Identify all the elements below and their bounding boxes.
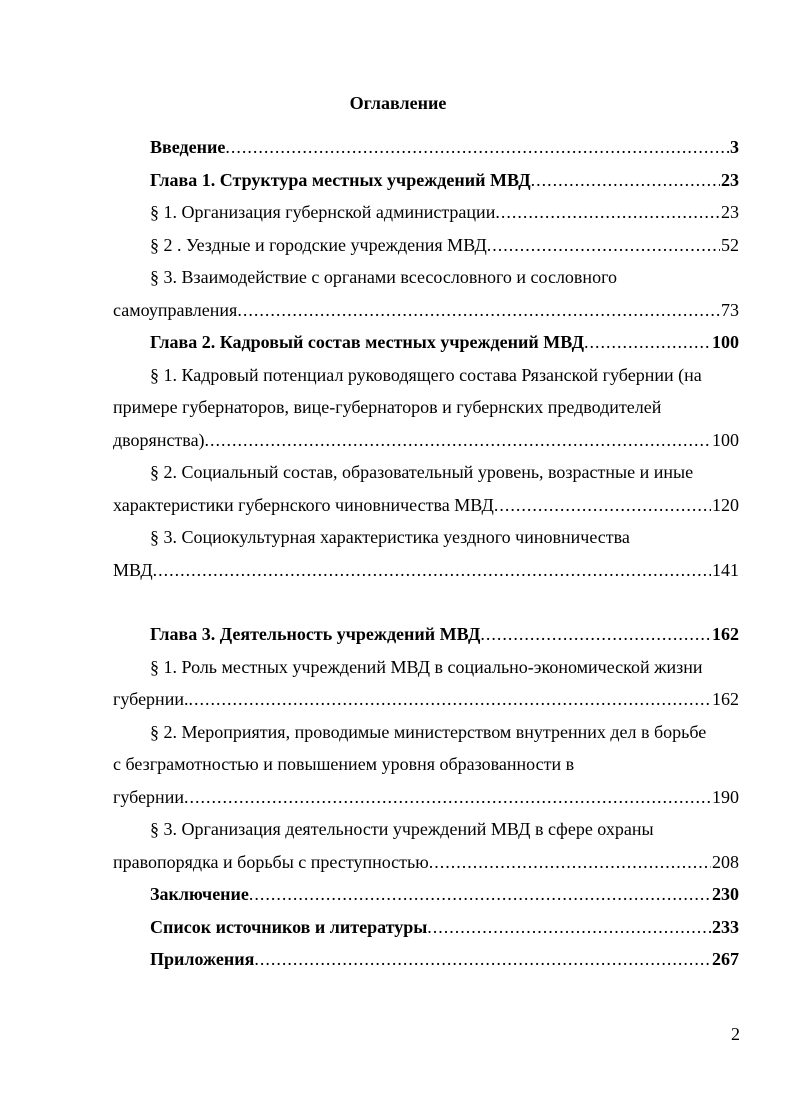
toc-page-number: 3 xyxy=(730,137,739,157)
toc-entry-label: Список источников и литературы xyxy=(150,916,428,937)
toc-page-number: 267 xyxy=(712,949,739,969)
dot-leader xyxy=(494,489,711,522)
dot-leader xyxy=(237,294,720,327)
page-title: Оглавление xyxy=(349,93,447,113)
toc-entry-ch2-section-3[interactable] xyxy=(113,521,739,586)
dot-leader xyxy=(427,911,711,944)
toc-page-number: 23 xyxy=(721,169,739,190)
dot-leader xyxy=(531,164,720,197)
toc-entry-conclusion[interactable] xyxy=(113,878,739,911)
toc-entry-label: Введение xyxy=(150,137,226,157)
toc-entry-label: § 1. Роль местных учреждений МВД в социально-экономической жизни xyxy=(150,656,703,677)
toc-entry-label: Приложения xyxy=(150,949,255,969)
dot-leader xyxy=(429,846,711,879)
toc-page-number: 141 xyxy=(712,559,739,580)
dot-leader xyxy=(249,878,711,911)
toc-entry-label-continued: самоуправления xyxy=(113,299,238,320)
toc-page-number: 162 xyxy=(712,689,739,709)
spacer xyxy=(113,586,739,618)
toc-entry-label: § 3. Взаимодействие с органами всесословного и сословного xyxy=(150,267,617,287)
toc-entry-label: § 1. Кадровый потенциал руководящего состава Рязанской губернии (на xyxy=(150,364,702,385)
toc-entry-label: § 2. Социальный состав, образовательный уровень, возрастные и иные xyxy=(150,462,694,482)
toc-entry-chapter-2[interactable] xyxy=(113,326,739,359)
toc-entry-label: § 3. Организация деятельности учреждений МВД в сфере охраны xyxy=(150,819,654,839)
toc-entry-chapter-3[interactable] xyxy=(113,618,739,651)
toc-entry-label: Глава 2. Кадровый состав местных учреждений МВД xyxy=(150,332,584,352)
toc-entry-ch2-section-2[interactable] xyxy=(113,456,739,521)
toc-entry-ch1-section-1[interactable] xyxy=(113,196,739,229)
dot-leader xyxy=(188,683,711,716)
toc-entry-appendices[interactable] xyxy=(113,943,739,976)
dot-leader xyxy=(254,943,711,976)
toc-page-number: 100 xyxy=(712,332,739,352)
toc-entry-chapter-1[interactable] xyxy=(113,164,739,197)
dot-leader xyxy=(184,781,711,814)
dot-leader xyxy=(584,326,711,359)
toc-entry-ch3-section-2[interactable] xyxy=(113,716,739,814)
toc-entry-ch1-section-2[interactable] xyxy=(113,229,739,262)
toc-entry-label-continued: с безграмотностью и повышением уровня образованности в xyxy=(113,754,575,774)
toc-page-number: 233 xyxy=(712,916,739,937)
toc-entry-label: Глава 1. Структура местных учреждений МВД xyxy=(150,169,531,190)
toc-page-number: 230 xyxy=(712,884,739,904)
dot-leader xyxy=(225,131,729,164)
toc-entry-label-continued: дворянства) xyxy=(113,429,205,450)
toc-entry-label-continued: правопорядка и борьбы с преступностью xyxy=(113,851,429,872)
toc-entry-label-continued: губернии. xyxy=(113,689,189,709)
toc-entry-label: § 2. Мероприятия, проводимые министерством внутренних дел в борьбе xyxy=(150,721,707,742)
toc-entry-label: Заключение xyxy=(150,884,249,904)
toc-entry-label: § 3. Социокультурная характеристика уездного чиновничества xyxy=(150,527,630,547)
toc-entry-introduction[interactable] xyxy=(113,131,739,164)
toc-entry-ch3-section-3[interactable] xyxy=(113,813,739,878)
page-number: 2 xyxy=(731,1024,740,1044)
toc-entry-label-continued: примере губернаторов, вице-губернаторов и губернских предводителей xyxy=(113,397,662,417)
table-of-contents xyxy=(113,131,739,976)
toc-entry-label: § 2 . Уездные и городские учреждения МВД xyxy=(150,234,487,255)
toc-page-number: 73 xyxy=(721,299,739,320)
dot-leader xyxy=(487,229,720,262)
toc-page-number: 100 xyxy=(712,429,739,450)
toc-entry-label: § 1. Организация губернской администрации xyxy=(150,202,496,222)
toc-page-number: 120 xyxy=(712,494,739,515)
toc-entry-label: Глава 3. Деятельность учреждений МВД xyxy=(150,624,481,644)
dot-leader xyxy=(480,618,711,651)
toc-entry-sources[interactable] xyxy=(113,911,739,944)
toc-entry-ch3-section-1[interactable] xyxy=(113,651,739,716)
dot-leader xyxy=(205,424,711,457)
toc-page-number: 52 xyxy=(721,234,739,255)
toc-entry-label-continued: губернии xyxy=(113,786,184,807)
toc-page-number: 23 xyxy=(721,202,739,222)
dot-leader xyxy=(153,554,711,587)
toc-page-number: 190 xyxy=(712,786,739,807)
toc-entry-label-continued: МВД xyxy=(113,559,153,580)
toc-page-number: 208 xyxy=(712,851,739,872)
toc-entry-ch2-section-1[interactable] xyxy=(113,359,739,457)
toc-entry-label-continued: характеристики губернского чиновничества МВД xyxy=(113,494,494,515)
toc-entry-ch1-section-3[interactable] xyxy=(113,261,739,326)
dot-leader xyxy=(495,196,720,229)
toc-page-number: 162 xyxy=(712,624,739,644)
